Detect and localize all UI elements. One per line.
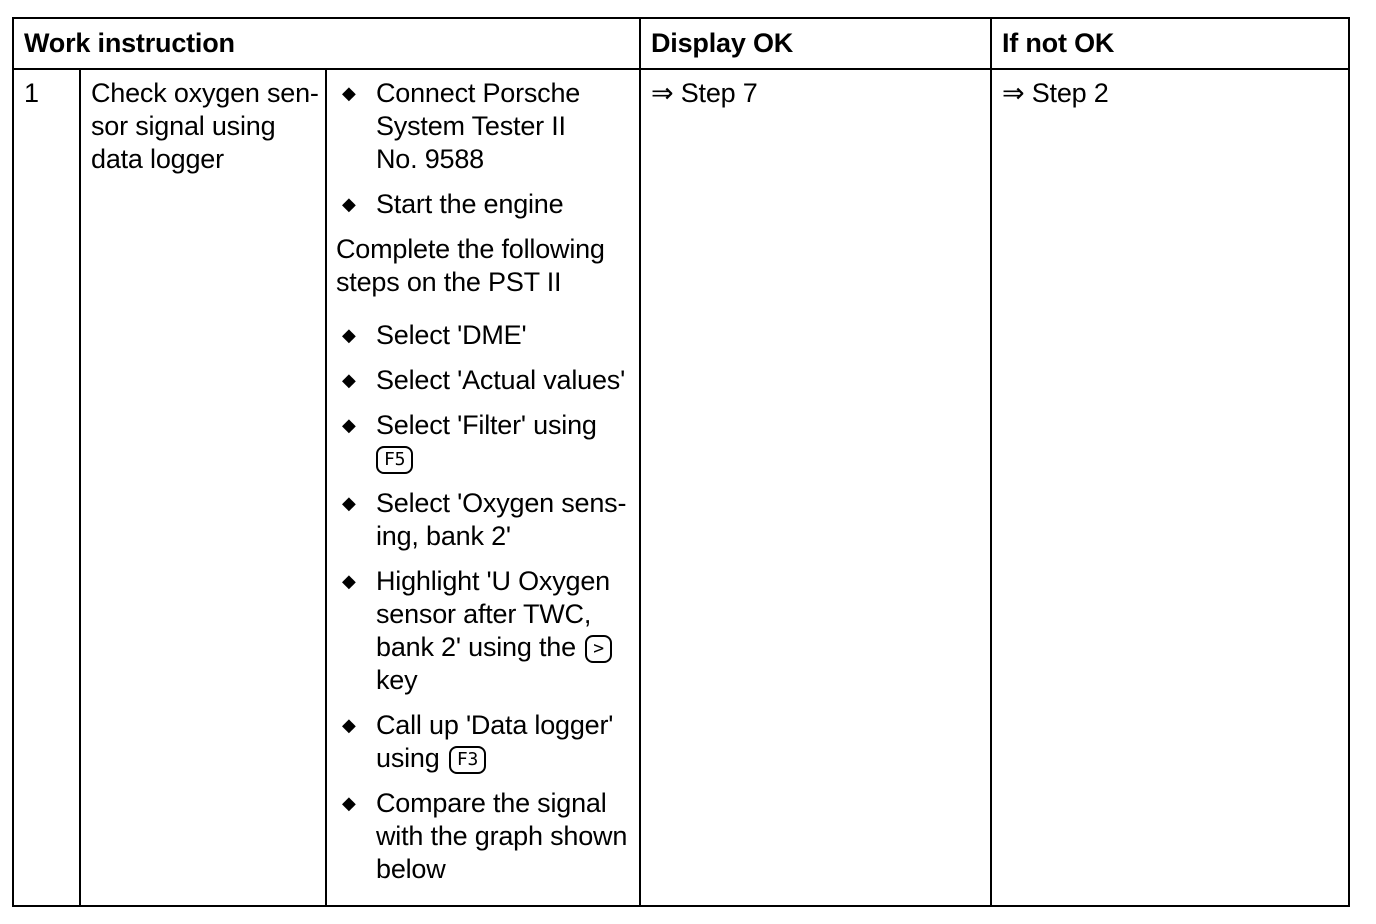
instruction-line: below <box>376 854 446 884</box>
header-divider <box>14 68 1348 70</box>
list-item <box>336 409 632 475</box>
diamond-bullet-icon: ◆ <box>342 493 356 513</box>
diamond-bullet-icon: ◆ <box>342 415 356 435</box>
diamond-bullet-icon: ◆ <box>342 571 356 591</box>
instruction-text: using <box>376 743 440 773</box>
column-divider-display <box>639 19 641 905</box>
step-number: 1 <box>24 78 39 108</box>
instruction-line: System Tester II <box>376 111 566 141</box>
instruction-line: Highlight 'U Oxygen <box>376 566 610 596</box>
diamond-bullet-icon: ◆ <box>342 83 356 103</box>
instruction-line: Compare the signal <box>376 788 607 818</box>
instruction-text: bank 2' using the <box>376 632 576 662</box>
work-instruction-table <box>12 17 1350 907</box>
instruction-line: ing, bank 2' <box>376 521 511 551</box>
paragraph-line: Complete the following <box>336 234 605 264</box>
instruction-line <box>376 442 632 475</box>
check-title-line: sor signal using <box>91 111 276 141</box>
instruction-list <box>336 77 632 898</box>
paragraph-line: steps on the PST II <box>336 267 562 297</box>
list-item <box>336 487 632 553</box>
column-divider-notok <box>990 19 992 905</box>
instruction-line: No. 9588 <box>376 144 484 174</box>
instruction-line: key <box>376 665 418 695</box>
header-display-ok: Display OK <box>651 28 794 58</box>
diamond-bullet-icon: ◆ <box>342 370 356 390</box>
check-title <box>91 77 321 176</box>
diamond-bullet-icon: ◆ <box>342 325 356 345</box>
instruction-paragraph <box>336 233 632 299</box>
list-item <box>336 565 632 697</box>
if-not-ok-value: ⇒ Step 2 <box>1002 78 1109 108</box>
list-item <box>336 709 632 775</box>
header-if-not-ok: If not OK <box>1002 28 1115 58</box>
key-f3-icon: F3 <box>449 746 486 774</box>
check-title-line: Check oxygen sen- <box>91 78 319 108</box>
instruction-line: Start the engine <box>376 189 564 219</box>
key-f5-icon: F5 <box>376 446 413 474</box>
instruction-line: Select 'DME' <box>376 320 527 350</box>
list-item <box>336 787 632 886</box>
diamond-bullet-icon: ◆ <box>342 194 356 214</box>
list-item <box>336 364 632 397</box>
instruction-line <box>376 631 632 664</box>
list-item <box>336 77 632 176</box>
diamond-bullet-icon: ◆ <box>342 793 356 813</box>
column-divider-step <box>79 68 81 905</box>
list-item <box>336 188 632 221</box>
list-item <box>336 319 632 352</box>
key-right-arrow-icon: > <box>585 635 612 663</box>
instruction-line <box>376 742 632 775</box>
instruction-line: Call up 'Data logger' <box>376 710 614 740</box>
header-work-instruction: Work instruction <box>24 28 235 58</box>
display-ok-value: ⇒ Step 7 <box>651 78 758 108</box>
instruction-line: sensor after TWC, <box>376 599 592 629</box>
instruction-line: with the graph shown <box>376 821 628 851</box>
instruction-line: Select 'Oxygen sens- <box>376 488 627 518</box>
check-title-line: data logger <box>91 144 224 174</box>
diamond-bullet-icon: ◆ <box>342 715 356 735</box>
instruction-line: Select 'Actual values' <box>376 365 626 395</box>
instruction-line: Select 'Filter' using <box>376 410 597 440</box>
column-divider-check <box>325 68 327 905</box>
instruction-line: Connect Porsche <box>376 78 581 108</box>
